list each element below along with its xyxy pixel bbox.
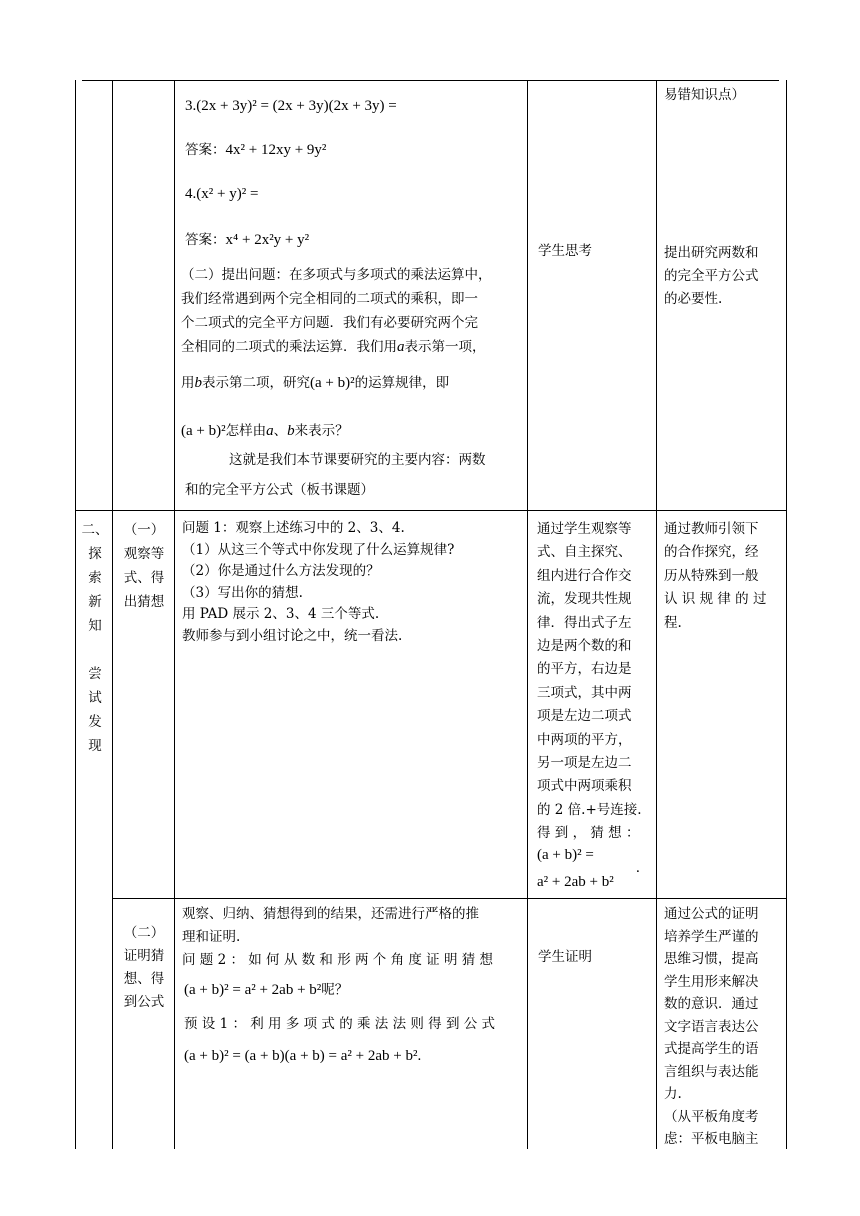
intent-top: 提出研究两数和 的完全平方公式 的必要性. (664, 245, 759, 307)
student-activity-top: 学生思考 (538, 243, 592, 259)
row-divider-1 (75, 510, 786, 511)
summary-line-2: 和的完全平方公式（板书课题） (185, 482, 374, 498)
part2-formula-1: (a + b)² = a² + 2ab + b²呢？ (184, 982, 349, 998)
exercise-4-answer: 答案：x⁴ + 2x²y + y² (185, 232, 310, 248)
part1-intent: 通过教师引领下 的合作探究，经 历从特殊到一般 认 识 规 律 的 过 程. (664, 521, 767, 631)
exercise-3-answer: 答案：4x² + 12xy + 9y² (185, 142, 327, 158)
part2-intent: 通过公式的证明 培养学生严谨的 思维习惯，提高 学生用形来解决 数的意识．通过 文字语言表达公 式提高学生的语 言组织与表达能 力. （从平板角度考 虑：平板电脑主 (664, 906, 759, 1147)
col-divider-3 (527, 80, 528, 1149)
table-border-left (75, 80, 76, 1149)
part2-content: 观察、归纳、猜想得到的结果，还需进行严格的推 理和证明. 问 题 2 ： 如 何 从 数 和 形 两 个 角 度 证 明 猜 想 (182, 906, 494, 968)
section-title: 二、 探 索 新 知 尝 试 发 现 (81, 522, 109, 754)
row-divider-2 (112, 898, 786, 899)
exercise-4: 4.(x² + y)² = (185, 186, 259, 202)
table-border-right (786, 80, 787, 1149)
part1-student: 通过学生观察等 式、自主探究、 组内进行合作交 流，发现共性规 律．得出式子左 边是两个数的和 的平方，右边是 三项式，其中两 项是左边二项式 中两项的平方， 另一项是左边二 项式中两项乘积 的 2 倍.+号连接. 得 到 ， 猜 想 ： (537, 521, 642, 842)
top-rule (82, 80, 779, 81)
part1-student-formula-period: . (636, 860, 640, 876)
part1-student-formula-2: a² + 2ab + b² (537, 874, 614, 890)
exercise-3: 3.(2x + 3y)² = (2x + 3y)(2x + 3y) = (185, 98, 397, 114)
col-divider-4 (656, 80, 657, 1149)
part1-content: 问题 1：观察上述练习中的 2、3、4. （1）从这三个等式中你发现了什么运算规律? （2）你是通过什么方法发现的？ （3）写出你的猜想. 用 PAD 展示 2、3、4 三个等式. 教师参与到小组讨论之中，统一看法. (182, 520, 455, 644)
part1-label: （一） 观察等 式、得 出猜想 (123, 522, 165, 610)
part2-student: 学生证明 (538, 949, 592, 965)
part2-label: （二） 证明猜 想、得 到公式 (123, 925, 165, 1010)
col-divider-2 (174, 80, 175, 1149)
summary-line-1: 这就是我们本节课要研究的主要内容：两数 (229, 452, 486, 468)
problem-paragraph: （二）提出问题：在多项式与多项式的乘法运算中， 我们经常遇到两个完全相同的二项式的乘积，即一 个二项式的完全平方问题．我们有必要研究两个完 全相同的二项式的乘法运算．我们用a表示第一项， 用b表示第二项，研究(a + b)²的运算规律，即 (a + b)²怎样由a、b来表示？ (181, 267, 492, 439)
part1-student-formula-1: (a + b)² = (537, 847, 594, 863)
part2-formula-2: (a + b)² = (a + b)(a + b) = a² + 2ab + b². (184, 1048, 422, 1064)
col-divider-1 (112, 80, 113, 1149)
intent-top-fragment: 易错知识点） (664, 87, 745, 103)
part2-preset: 预 设 1 ： 利 用 多 项 式 的 乘 法 法 则 得 到 公 式 (184, 1016, 496, 1032)
